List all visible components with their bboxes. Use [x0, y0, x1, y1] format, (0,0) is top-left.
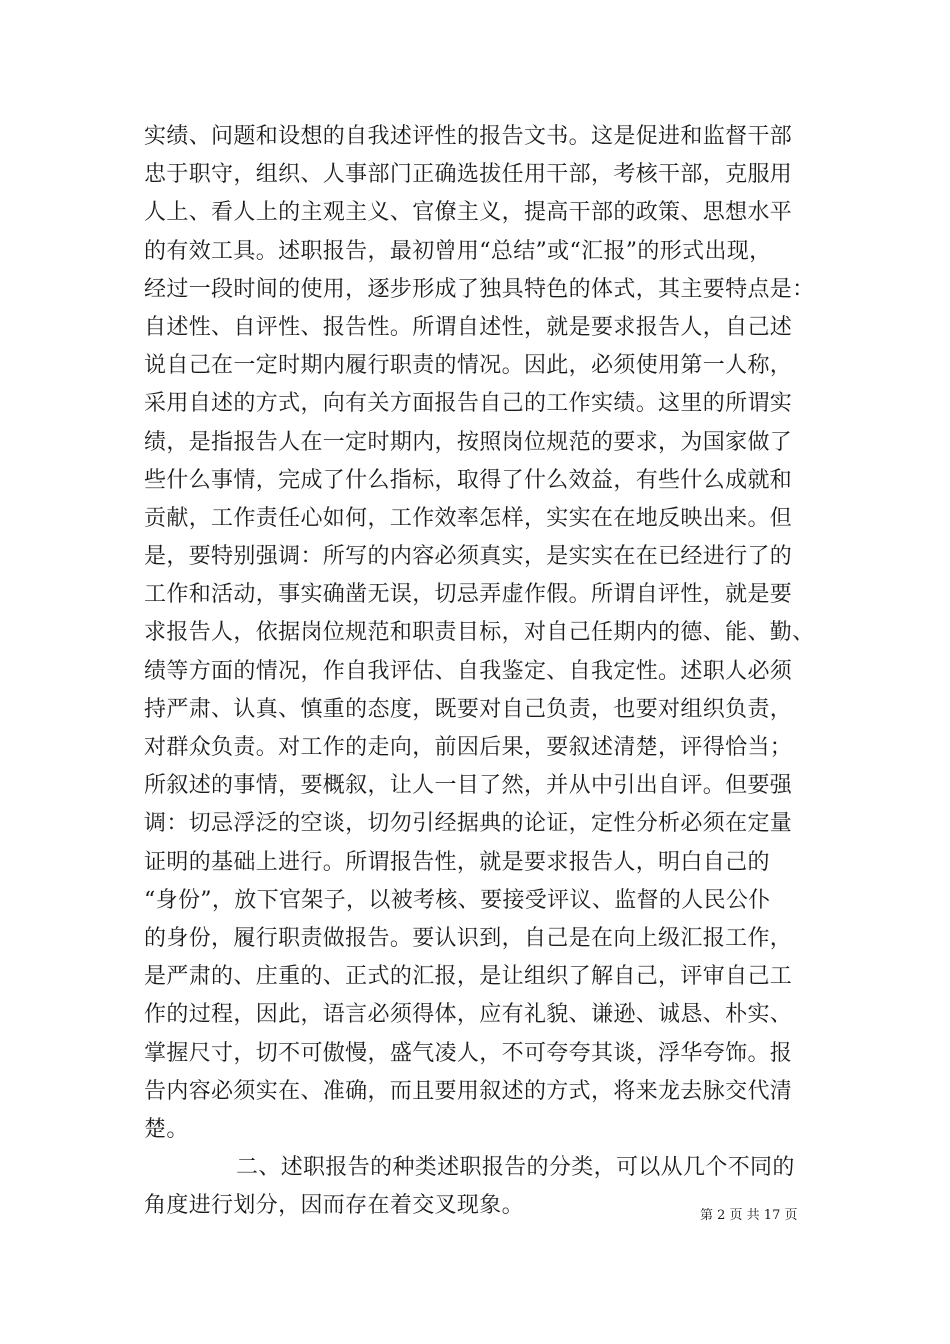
document-body: [144, 118, 824, 1225]
text-line: 所叙述的事情，要概叙，让人一目了然，并从中引出自评。但要强: [144, 773, 793, 799]
text-line: 的有效工具。述职报告，最初曾用“总结”或“汇报”的形式出现，: [144, 238, 772, 264]
text-line: 证明的基础上进行。所谓报告性，就是要求报告人，明白自己的: [144, 849, 770, 875]
text-line: 工作和活动，事实确凿无误，切忌弄虚作假。所谓自评性，就是要: [144, 582, 793, 608]
text-line: 的身份，履行职责做报告。要认识到，自己是在向上级汇报工作，: [144, 925, 793, 951]
text-line: 调：切忌浮泛的空谈，切勿引经据典的论证，定性分析必须在定量: [144, 811, 793, 837]
text-line: 对群众负责。对工作的走向，前因后果，要叙述清楚，评得恰当；: [144, 735, 793, 760]
text-line: 持严肃、认真、慎重的态度，既要对自己负责，也要对组织负责，: [144, 696, 793, 722]
text-line: 自述性、自评性、报告性。所谓自述性，就是要求报告人，自己述: [144, 314, 793, 340]
text-line: 作的过程，因此，语言必须得体，应有礼貌、谦逊、诚恳、朴实、: [144, 1002, 793, 1028]
text-line: 楚。: [144, 1116, 189, 1142]
text-line: 实绩、问题和设想的自我述评性的报告文书。这是促进和监督干部: [144, 124, 793, 149]
text-line: 忠于职守，组织、人事部门正确选拔任用干部，考核干部，克服用: [144, 162, 793, 188]
text-line: 采用自述的方式，向有关方面报告自己的工作实绩。这里的所谓实: [144, 391, 793, 417]
text-line: 贡献，工作责任心如何，工作效率怎样，实实在在地反映出来。但: [144, 505, 793, 531]
text-line: “身份”，放下官架子，以被考核、要接受评议、监督的人民公仆: [144, 887, 771, 913]
text-line: 掌握尺寸，切不可傲慢，盛气凌人，不可夸夸其谈，浮华夸饰。报: [144, 1040, 793, 1066]
text-line: 是严肃的、庄重的、正式的汇报，是让组织了解自己，评审自己工: [144, 964, 793, 990]
text-line: 告内容必须实在、准确，而且要用叙述的方式，将来龙去脉交代清: [144, 1078, 793, 1104]
text-line: 人上、看人上的主观主义、官僚主义，提高干部的政策、思想水平: [144, 200, 793, 226]
text-line: 求报告人，依据岗位规范和职责目标，对自己任期内的德、能、勤、: [144, 620, 815, 646]
text-line: 角度进行划分，因而存在着交叉现象。: [144, 1193, 524, 1219]
section-heading-line: 二、述职报告的种类述职报告的分类，可以从几个不同的: [236, 1155, 795, 1181]
page-number: 第 2 页 共 17 页: [700, 1208, 798, 1223]
text-line: 是，要特别强调：所写的内容必须真实，是实实在在已经进行了的: [144, 544, 793, 570]
text-line: 绩等方面的情况，作自我评估、自我鉴定、自我定性。述职人必须: [144, 658, 793, 684]
text-line: 绩，是指报告人在一定时期内，按照岗位规范的要求，为国家做了: [144, 429, 793, 455]
text-line: 些什么事情，完成了什么指标，取得了什么效益，有些什么成就和: [144, 467, 793, 493]
text-line: 说自己在一定时期内履行职责的情况。因此，必须使用第一人称，: [144, 353, 793, 379]
text-line: 经过一段时间的使用，逐步形成了独具特色的体式，其主要特点是：: [144, 276, 815, 302]
